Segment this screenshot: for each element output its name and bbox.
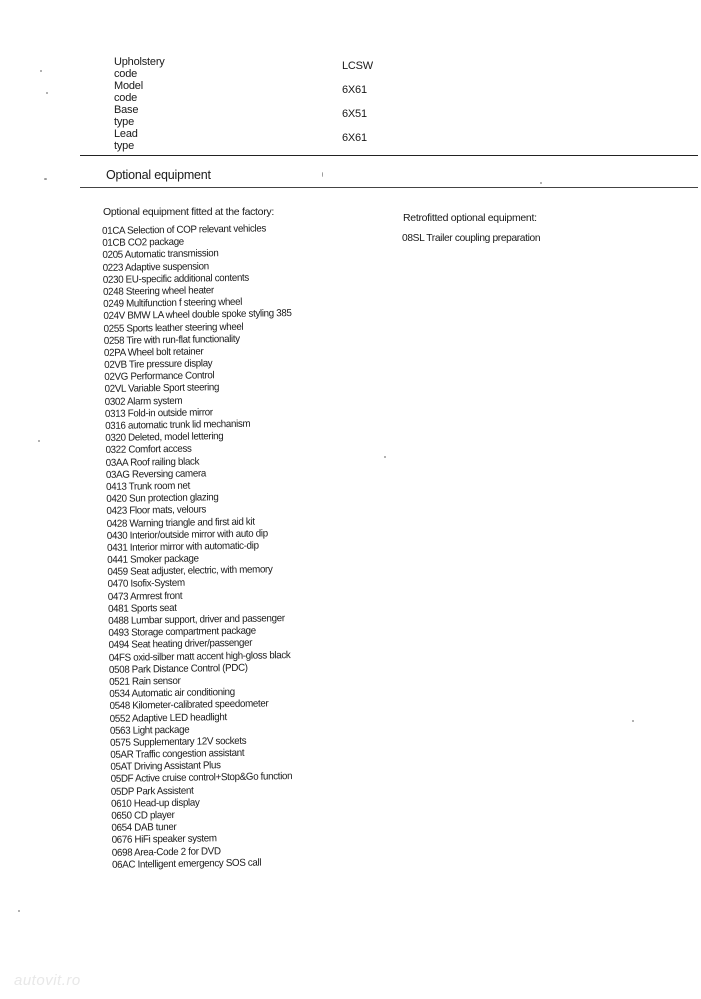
scan-speck <box>18 910 20 912</box>
scan-speck <box>540 182 542 184</box>
lead-type-label: Lead type <box>114 128 138 152</box>
model-code-label: Model code <box>114 80 143 104</box>
factory-equipment-item: 0255 Sports leather steering wheel <box>103 321 244 335</box>
factory-equipment-item: 01CB CO2 package <box>102 236 184 250</box>
section-divider-bottom <box>80 187 698 188</box>
factory-equipment-item: 0488 Lumbar support, driver and passenger <box>108 613 285 627</box>
factory-equipment-item: 0320 Deleted, model lettering <box>105 431 224 445</box>
factory-equipment-item: 0698 Area-Code 2 for DVD <box>111 845 221 859</box>
factory-equipment-item: 0650 CD player <box>111 809 175 822</box>
scan-speck <box>384 456 386 458</box>
factory-equipment-item: 06AC Intelligent emergency SOS call <box>111 857 262 871</box>
factory-equipment-item: 0430 Interior/outside mirror with auto dip <box>106 528 268 542</box>
factory-equipment-item: 0322 Comfort access <box>105 443 192 457</box>
factory-equipment-item: 0420 Sun protection glazing <box>106 492 219 506</box>
factory-equipment-item: 0534 Automatic air conditioning <box>109 687 235 701</box>
scan-speck <box>38 440 40 442</box>
factory-equipment-item: 0249 Multifunction f steering wheel <box>103 296 243 311</box>
factory-equipment-item: 03AG Reversing camera <box>105 468 207 481</box>
section-title: Optional equipment <box>106 168 211 182</box>
factory-equipment-item: 0431 Interior mirror with automatic-dip <box>106 540 259 554</box>
factory-equipment-item: 0428 Warning triangle and first aid kit <box>106 516 255 530</box>
factory-equipment-item: 04FS oxid-silber matt accent high-gloss black <box>108 649 291 664</box>
factory-equipment-item: 024V BMW LA wheel double spoke styling 385 <box>103 308 292 323</box>
factory-equipment-item: 0552 Adaptive LED headlight <box>109 711 227 725</box>
factory-equipment-item: 03AA Roof railing black <box>105 456 200 469</box>
factory-equipment-item: 0205 Automatic transmission <box>102 248 219 262</box>
factory-equipment-item: 0521 Rain sensor <box>109 675 181 688</box>
model-code-value: 6X61 <box>342 84 367 96</box>
retrofit-equipment-list <box>402 233 540 245</box>
base-type-value: 6X51 <box>342 108 367 120</box>
factory-equipment-item: 0258 Tire with run-flat functionality <box>103 333 240 347</box>
factory-equipment-item: 02VL Variable Sport steering <box>104 382 220 396</box>
scan-speck <box>322 172 323 177</box>
factory-equipment-item: 0313 Fold-in outside mirror <box>104 407 213 420</box>
factory-equipment-item: 0676 HiFi speaker system <box>111 833 217 847</box>
scan-speck <box>44 178 47 180</box>
retrofit-equipment-heading: Retrofitted optional equipment: <box>403 212 537 224</box>
factory-equipment-item: 0654 DAB tuner <box>111 822 177 835</box>
factory-equipment-item: 0493 Storage compartment package <box>108 625 256 640</box>
scan-speck <box>46 92 48 94</box>
factory-equipment-item: 0470 Isofix-System <box>107 578 185 591</box>
section-divider-top <box>80 155 698 156</box>
factory-equipment-item: 0248 Steering wheel heater <box>102 285 215 298</box>
factory-equipment-item: 01CA Selection of COP relevant vehicles <box>102 223 267 237</box>
factory-equipment-item: 0316 automatic trunk lid mechanism <box>105 418 251 432</box>
factory-equipment-item: 05DP Park Assistent <box>110 785 194 798</box>
factory-equipment-item: 0473 Armrest front <box>107 590 183 603</box>
upholstery-code-value: LCSW <box>342 60 373 72</box>
factory-equipment-item: 0481 Sports seat <box>107 602 177 615</box>
scan-speck <box>40 70 42 72</box>
factory-equipment-item: 02PA Wheel bolt retainer <box>103 346 204 359</box>
factory-equipment-item: 05AT Driving Assistant Plus <box>110 760 221 774</box>
factory-equipment-item: 0508 Park Distance Control (PDC) <box>108 662 248 676</box>
scan-speck <box>632 720 634 722</box>
factory-equipment-item: 0575 Supplementary 12V sockets <box>110 735 247 749</box>
retrofit-equipment-item: 08SL Trailer coupling preparation <box>402 233 541 244</box>
factory-equipment-item: 0563 Light package <box>109 724 190 737</box>
upholstery-code-label: Upholstery code <box>114 56 165 80</box>
factory-equipment-item: 0423 Floor mats, velours <box>106 504 207 518</box>
factory-equipment-item: 0413 Trunk room net <box>106 480 191 493</box>
factory-equipment-item: 0441 Smoker package <box>107 553 199 567</box>
factory-equipment-item: 02VG Performance Control <box>104 370 215 384</box>
factory-equipment-item: 0230 EU-specific additional contents <box>102 272 250 286</box>
factory-equipment-heading: Optional equipment fitted at the factory: <box>103 206 274 218</box>
site-watermark: autovit.ro <box>14 972 81 989</box>
factory-equipment-list <box>102 223 308 872</box>
factory-equipment-item: 0610 Head-up display <box>110 797 200 810</box>
factory-equipment-item: 0494 Seat heating driver/passenger <box>108 638 253 652</box>
factory-equipment-item: 05AR Traffic congestion assistant <box>110 747 245 761</box>
lead-type-value: 6X61 <box>342 132 367 144</box>
factory-equipment-item: 05DF Active cruise control+Stop&Go function <box>110 771 293 786</box>
factory-equipment-item: 0302 Alarm system <box>104 395 183 408</box>
factory-equipment-item: 0548 Kilometer-calibrated speedometer <box>109 698 269 713</box>
factory-equipment-item: 0223 Adaptive suspension <box>102 260 209 274</box>
base-type-label: Base type <box>114 104 139 128</box>
factory-equipment-item: 02VB Tire pressure display <box>104 358 213 372</box>
factory-equipment-item: 0459 Seat adjuster, electric, with memory <box>107 564 273 579</box>
